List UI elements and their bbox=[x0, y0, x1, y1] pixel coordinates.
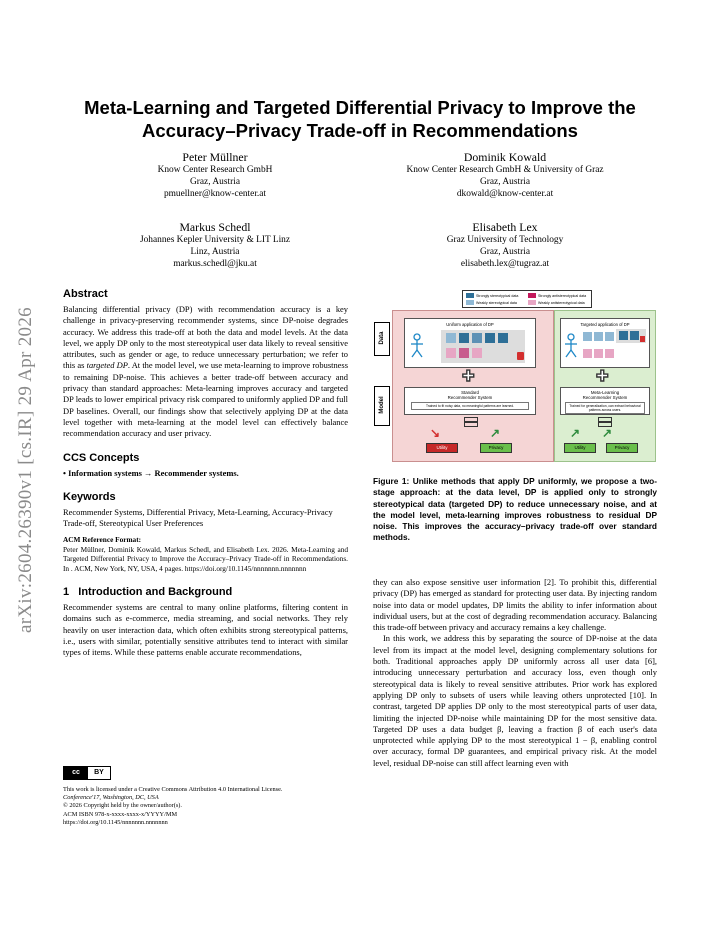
figure-caption: Figure 1: Unlike methods that apply DP uniformly, we propose a two-stage approach: at the data level, DP is applied only to strongly stereotypical data (targeted DP) to reduce unnecessary noise, and at the model level, meta-learning improves robustness to residual DP noise. This improves the accuracy–privacy trade-off over standard methods. bbox=[373, 476, 657, 543]
by-icon: BY bbox=[88, 767, 110, 779]
license-line: © 2026 Copyright held by the owner/author(s). bbox=[63, 802, 182, 810]
uniform-dp-label: Uniform application of DP bbox=[446, 322, 494, 327]
standard-recsys-box bbox=[404, 387, 536, 415]
legend-swatch bbox=[528, 293, 536, 298]
acm-ref-text: Peter Müllner, Dominik Kowald, Markus Schedl, and Elisabeth Lex. 2026. Meta-Learning and Targeted Differential Privacy to Improve the Accuracy–Privacy Trade-off in Recommendations. In . ACM, New York, NY, USA, 4 pages. https://doi.org/10.1145/nnnnnnn.nnnnnnn bbox=[63, 544, 348, 573]
data-cell bbox=[459, 333, 469, 343]
user-icon bbox=[563, 333, 579, 359]
ccs-text: • Information systems → Recommender systems. bbox=[63, 467, 239, 478]
data-cell bbox=[472, 348, 482, 358]
legend-label: Strongly antistereotypical data bbox=[538, 293, 587, 298]
data-cell bbox=[630, 331, 639, 340]
user-icon bbox=[409, 333, 425, 359]
author-name: Markus Schedl bbox=[179, 220, 251, 234]
keywords-heading: Keywords bbox=[63, 490, 116, 503]
license-line: ACM ISBN 978-x-xxxx-xxxx-x/YYYY/MM bbox=[63, 810, 178, 818]
data-cell bbox=[583, 332, 592, 341]
legend-label: Weakly antistereotypical data bbox=[538, 300, 585, 305]
arrow-up-icon: ↗ bbox=[602, 426, 613, 440]
model-title: Meta-Learning Recommender System bbox=[582, 390, 628, 400]
author-location: Graz, Austria bbox=[190, 176, 240, 187]
data-cell bbox=[446, 333, 456, 343]
license-text bbox=[63, 786, 353, 827]
data-row bbox=[446, 333, 508, 343]
lock-icon bbox=[517, 352, 524, 360]
author-name: Peter Müllner bbox=[182, 150, 248, 164]
utility-badge: Utility bbox=[426, 443, 458, 453]
author-affiliation: Know Center Research GmbH & University of Graz bbox=[406, 165, 604, 175]
license-block bbox=[63, 766, 353, 827]
author-location: Graz, Austria bbox=[480, 176, 530, 187]
license-line: Conference'17, Washington, DC, USA bbox=[63, 794, 159, 802]
author-location: Linz, Austria bbox=[190, 246, 240, 257]
author-name: Elisabeth Lex bbox=[472, 220, 538, 234]
author-block-1 bbox=[110, 150, 320, 200]
legend-item bbox=[528, 293, 586, 298]
meta-learning-recsys-box bbox=[560, 387, 650, 415]
arrow-down-icon: ↘ bbox=[430, 426, 441, 440]
abstract-emphasis: targeted DP bbox=[86, 360, 128, 371]
author-name: Dominik Kowald bbox=[463, 150, 547, 164]
data-cell bbox=[594, 332, 603, 341]
abstract-heading: Abstract bbox=[63, 288, 108, 300]
data-cell bbox=[446, 348, 456, 358]
targeted-data-box bbox=[560, 318, 650, 368]
legend-item bbox=[466, 293, 518, 298]
author-block-3 bbox=[110, 220, 320, 270]
data-cell bbox=[485, 333, 495, 343]
data-cell bbox=[472, 333, 482, 343]
license-line: This work is licensed under a Creative Commons Attribution 4.0 International License. bbox=[63, 786, 283, 793]
intro-heading: 1 Introduction and Background bbox=[63, 586, 233, 599]
legend-item bbox=[466, 300, 517, 305]
uniform-data-box bbox=[404, 318, 536, 368]
data-cell bbox=[605, 349, 614, 358]
targeted-protected-block bbox=[616, 329, 646, 343]
intro-left-text: Recommender systems are central to many online platforms, filtering content in domains such as e-commerce, media streaming, and social networks. They rely heavily on user interaction data, which often exhibits strong stereotypical patterns, i.e., users with similar, potentially sensitive attributes tend to interact with similar types of items. While these patterns enable accurate recommendations, bbox=[63, 602, 348, 658]
abstract-text bbox=[63, 304, 348, 440]
author-affiliation: Know Center Research GmbH bbox=[157, 165, 273, 175]
row-label-data bbox=[374, 322, 390, 356]
author-email: markus.schedl@jku.at bbox=[173, 258, 257, 269]
plus-icon: ✚ bbox=[596, 368, 609, 385]
figure-legend bbox=[462, 290, 592, 308]
legend-label: Strongly stereotypical data bbox=[476, 293, 519, 298]
data-row bbox=[446, 348, 482, 358]
data-cell bbox=[594, 349, 603, 358]
row-label-model bbox=[374, 386, 390, 426]
privacy-badge: Privacy bbox=[480, 443, 512, 453]
uniform-data-grid bbox=[441, 330, 525, 363]
ccs-heading: CCS Concepts bbox=[63, 451, 140, 464]
intro-right-paragraph: In this work, we address this by separating the source of DP-noise at the data level from its impact at the model level, designing complementary solutions for both. Traditional approaches apply DP uniformly across all user data [6], introducing unnecessary perturbation and accuracy loss, even though only stereotypical data is likely to reveal sensitive attributes. Prior work has explored applying DP only to subsets of users while leaving others unprotected [10]. In contrast, targeted DP applies DP only to the most stereotypical parts of user data, limiting the injected DP-noise while maintaining DP for the most sensitive data. Targeted DP uses a data budget β, leaving a fraction β of each user's data unprotected while applying DP to the most stereotypical 1 − β, enabling control over accuracy, formal DP guarantees, and empirical privacy risk. At the model level, residual DP-noise can still affect learning even with bbox=[373, 633, 657, 768]
license-line: https://doi.org/10.1145/nnnnnnn.nnnnnnn bbox=[63, 818, 168, 826]
row-label-text: Model bbox=[379, 396, 385, 414]
author-affiliation: Graz University of Technology bbox=[446, 235, 564, 245]
lock-icon bbox=[640, 336, 645, 342]
privacy-badge: Privacy bbox=[606, 443, 638, 453]
model-description: Trained to fit noisy data, no meaningful patterns are learned. bbox=[411, 402, 529, 410]
right-column bbox=[373, 577, 657, 769]
author-email: dkowald@know-center.at bbox=[456, 188, 554, 199]
legend-label: Weakly stereotypical data bbox=[476, 300, 517, 305]
utility-badge: Utility bbox=[564, 443, 596, 453]
legend-swatch bbox=[466, 300, 474, 305]
data-cell bbox=[583, 349, 592, 358]
cc-by-badge[interactable] bbox=[63, 766, 111, 780]
data-cell bbox=[498, 333, 508, 343]
data-cell bbox=[605, 332, 614, 341]
model-title: Standard Recommender System bbox=[447, 390, 493, 400]
abstract-text-part: . At the model level, we use meta-learning to improve robustness to remaining DP-noise. This achieves a better trade-off between accuracy and privacy than standard approaches: Meta-learning improves accuracy and targeted DP leads to lower empirical privacy risk compared to uniformly applied DP and full DP baselines. Overall, our findings show that selectively applying DP at the data level together with meta-learning at the model level can effectively balance recommendation accuracy and user privacy. bbox=[63, 360, 348, 439]
data-row bbox=[583, 349, 614, 358]
data-row bbox=[583, 332, 614, 341]
acm-ref-heading: ACM Reference Format: bbox=[63, 535, 142, 545]
author-affiliation: Johannes Kepler University & LIT Linz bbox=[139, 235, 291, 245]
row-label-text: Data bbox=[379, 331, 385, 345]
author-block-4 bbox=[375, 220, 635, 270]
legend-swatch bbox=[528, 300, 536, 305]
legend-swatch bbox=[466, 293, 474, 298]
equals-icon bbox=[464, 422, 478, 427]
intro-right-paragraph: they can also expose sensitive user information [2]. To prohibit this, differential privacy (DP) has emerged as standard for protecting user data. By injecting random noise into data or model updates, DP limits the ability to infer information about individual users, but at the cost of degrading recommendation accuracy. Balancing this trade-off between privacy and accuracy remains a key challenge. bbox=[373, 577, 657, 633]
arxiv-stamp: arXiv:2604.26390v1 [cs.IR] 29 Apr 2026 bbox=[15, 307, 36, 633]
author-email: pmuellner@know-center.at bbox=[163, 188, 267, 199]
figure-1 bbox=[374, 290, 656, 460]
model-description: Trained for generalization, can extract behavioral patterns across users. bbox=[565, 402, 645, 414]
paper-title: Meta-Learning and Targeted Differential Privacy to Improve the Accuracy–Privacy Trade-off in Recommendations bbox=[84, 97, 636, 141]
arrow-up-icon: ↗ bbox=[490, 426, 501, 440]
keywords-text: Recommender Systems, Differential Privacy, Meta-Learning, Accuracy-Privacy Trade-off, Stereotypical User Preferences bbox=[63, 506, 333, 529]
arrow-up-icon: ↗ bbox=[570, 426, 581, 440]
author-location: Graz, Austria bbox=[480, 246, 530, 257]
author-email: elisabeth.lex@tugraz.at bbox=[460, 258, 550, 269]
plus-icon: ✚ bbox=[462, 368, 475, 385]
data-row bbox=[619, 331, 639, 340]
data-cell bbox=[619, 331, 628, 340]
abstract-text-part: Balancing differential privacy (DP) with recommendation accuracy is a key challenge in privacy-preserving recommender systems, since DP-noise degrades accuracy. We address this trade-off at both the data and model levels. At the data level, we apply DP only to the most stereotypical user data likely to reveal sensitive attributes, such as gender or age, to reduce unnecessary perturbation; we refer to this as bbox=[63, 304, 348, 371]
legend-item bbox=[528, 300, 585, 305]
author-block-2 bbox=[375, 150, 635, 200]
left-column bbox=[63, 288, 348, 659]
data-cell bbox=[459, 348, 469, 358]
cc-icon: cc bbox=[64, 767, 88, 779]
targeted-dp-label: Targeted application of DP bbox=[580, 322, 630, 327]
